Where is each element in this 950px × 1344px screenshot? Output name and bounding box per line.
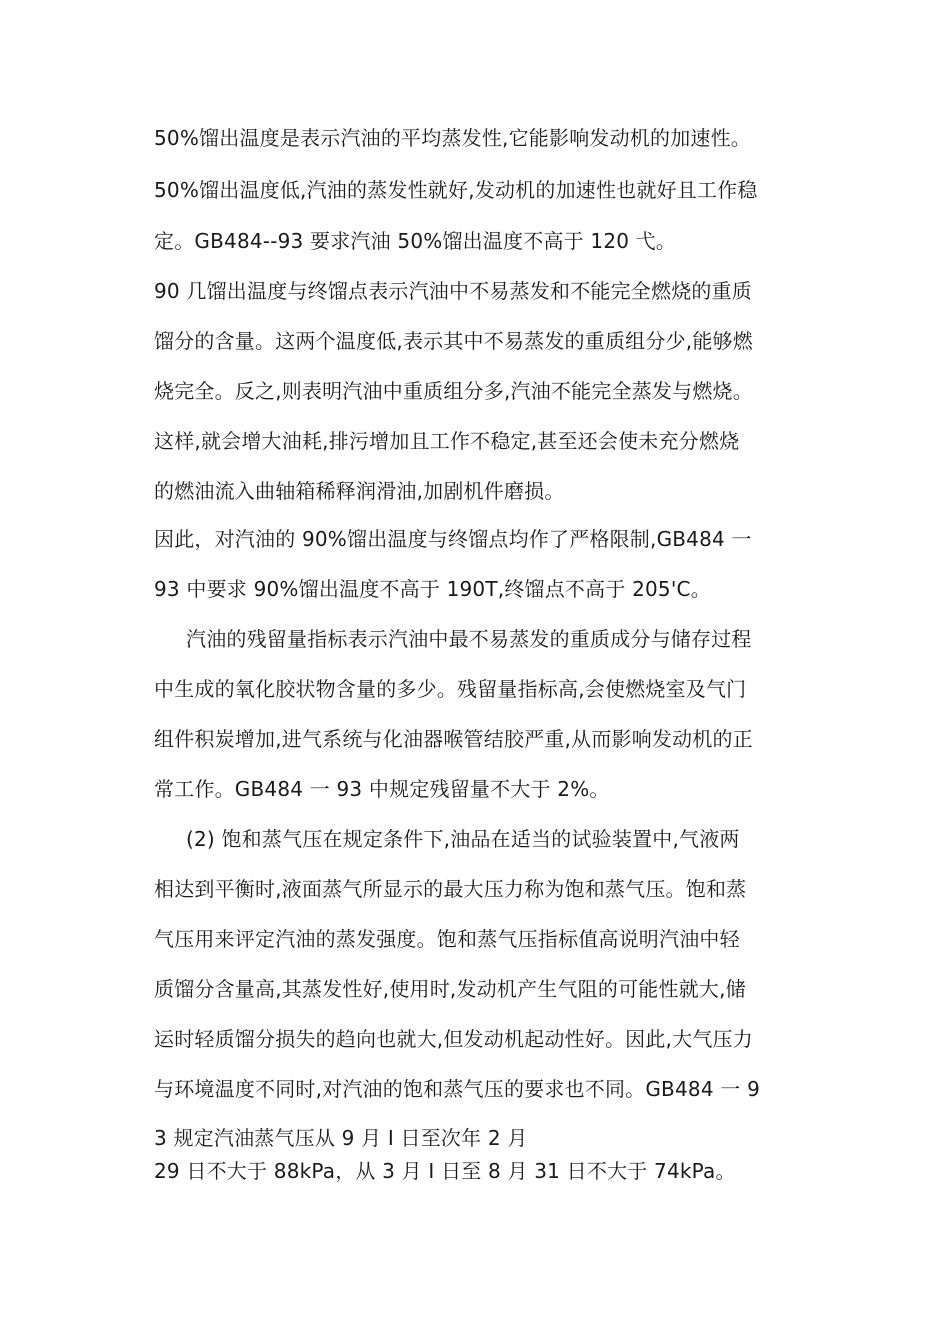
text-line: 中生成的氧化胶状物含量的多少。残留量指标高,会使燃烧室及气门 xyxy=(154,677,747,701)
text-line: 50%馏出温度是表示汽油的平均蒸发性,它能影响发动机的加速性。 xyxy=(154,126,752,150)
text-line: 烧完全。反之,则表明汽油中重质组分多,汽油不能完全蒸发与燃烧。 xyxy=(154,379,753,403)
text-line: 与环境温度不同时,对汽油的饱和蒸气压的要求也不同。GB484 一 9 xyxy=(154,1077,760,1101)
text-line: 气压用来评定汽油的蒸发强度。饱和蒸气压指标值高说明汽油中轻 xyxy=(154,927,740,951)
text-line: 运时轻质馏分损失的趋向也就大,但发动机起动性好。因此,大气压力 xyxy=(154,1027,753,1051)
text-line: 90 几馏出温度与终馏点表示汽油中不易蒸发和不能完全燃烧的重质 xyxy=(154,279,753,303)
text-line: 馏分的含量。这两个温度低,表示其中不易蒸发的重质组分少,能够燃 xyxy=(154,329,753,353)
text-line: 50%馏出温度低,汽油的蒸发性就好,发动机的加速性也就好且工作稳 xyxy=(154,178,758,202)
text-line: 29 日不大于 88kPa，从 3 月 I 日至 8 月 31 日不大于 74kPa。 xyxy=(154,1159,736,1183)
text-line: 组件积炭增加,进气系统与化油器喉管结胶严重,从而影响发动机的正 xyxy=(154,727,753,751)
text-line: 这样,就会增大油耗,排污增加且工作不稳定,甚至还会使未充分燃烧 xyxy=(154,429,740,453)
text-line: 93 中要求 90%馏出温度不高于 190T,终馏点不高于 205'C。 xyxy=(154,577,711,601)
text-line: 定。GB484--93 要求汽油 50%馏出温度不高于 120 弋。 xyxy=(154,229,677,253)
text-line: 因此，对汽油的 90%馏出温度与终馏点均作了严格限制,GB484 一 xyxy=(154,527,752,551)
text-line: 的燃油流入曲轴箱稀释润滑油,加剧机件磨损。 xyxy=(154,479,565,503)
text-line: 汽油的残留量指标表示汽油中最不易蒸发的重质成分与储存过程 xyxy=(186,627,752,651)
text-line: 常工作。GB484 一 93 中规定残留量不大于 2%。 xyxy=(154,777,610,801)
text-line: 质馏分含量高,其蒸发性好,使用时,发动机产生气阻的可能性就大,储 xyxy=(154,977,746,1001)
text-line: 相达到平衡时,液面蒸气所显示的最大压力称为饱和蒸气压。饱和蒸 xyxy=(154,877,747,901)
text-line: 3 规定汽油蒸气压从 9 月 I 日至次年 2 月 xyxy=(154,1126,528,1150)
text-line: (2) 饱和蒸气压在规定条件下,油品在适当的试验装置中,气液两 xyxy=(186,827,740,851)
